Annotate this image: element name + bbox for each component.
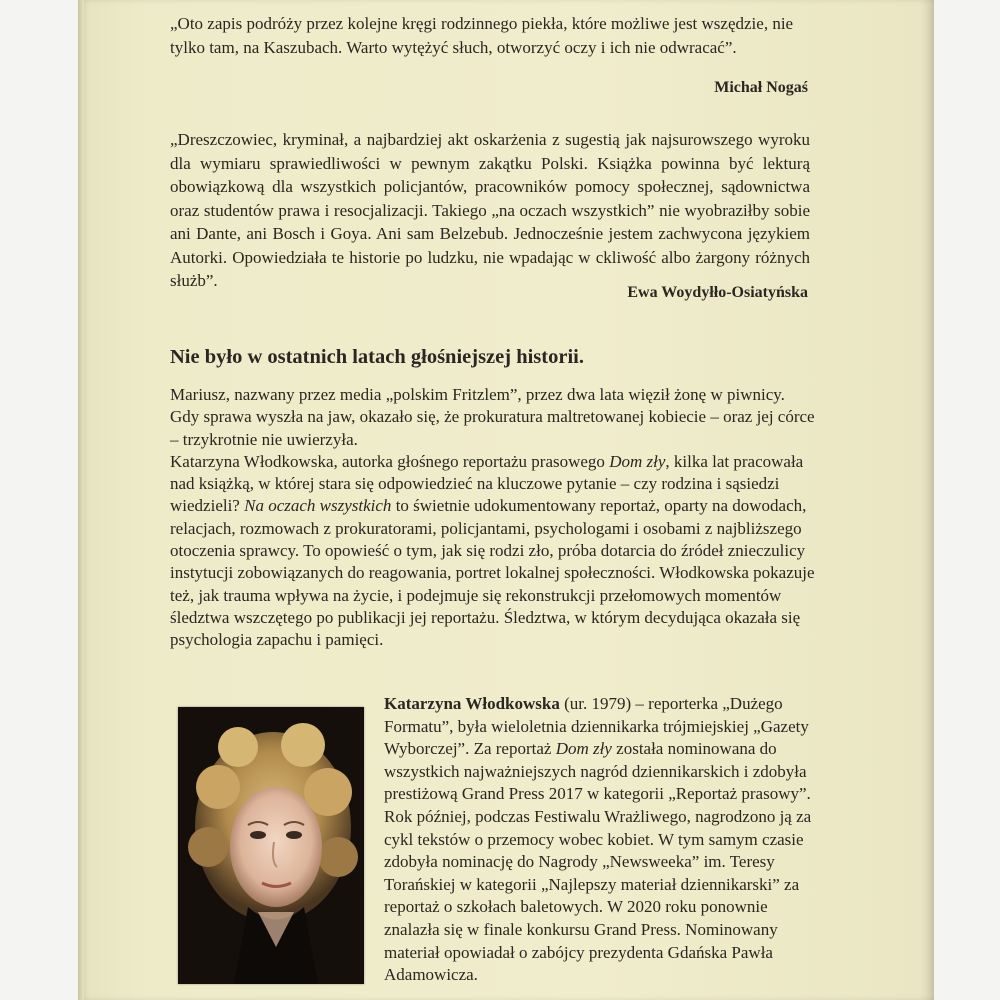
quote-2-text: „Dreszczowiec, kryminał, a najbardziej akt oskarżenia z sugestią jak najsurowszego wyroku dla wymiaru sprawiedliwości w pewnym zakątku Polski. Książka powinna być lekturą obowiązkową dla wszystkich policjantów, pracowników pomocy społecznej, sądownictwa oraz studentów prawa i resocjalizacji. Takiego „na oczach wszystkich” nie wyobraziłby sobie ani Dante, ani Bosch i Goya. Ani sam Belzebub. Jednocześnie jestem zachwycona językiem Autorki. Opowiedziała te historie po ludzku, nie wpadając w ckliwość albo żargony różnych służb”.: [170, 130, 810, 290]
blurb-p2-title-na-oczach: Na oczach wszystkich: [244, 496, 392, 516]
author-bio-part-a: (ur. 1979) – reporterka „Dużego Formatu”, była wieloletnia dziennikarka trójmiejskiej „Gazety Wyborczej”. Za reportaż: [384, 694, 809, 759]
quote-1-text: „Oto zapis podróży przez kolejne kręgi rodzinnego piekła, które możliwe jest wszędzie, nie tylko tam, na Kaszubach. Warto wytężyć słuch, otworzyć oczy i ich nie odwracać”.: [170, 14, 794, 57]
blurb-p2-part-a: Katarzyna Włodkowska, autorka głośnego reportażu prasowego: [170, 451, 610, 471]
author-bio: [384, 693, 816, 987]
blurb-headline: Nie było w ostatnich latach głośniejszej historii.: [170, 346, 584, 368]
cover-edge: [78, 0, 84, 1000]
blurb-p2-part-c: to świetnie udokumentowany reportaż, oparty na dowodach, relacjach, rozmowach z prokuratorami, policjantami, psychologami i osobami z najbliższego otoczenia sprawcy. To opowieść o tym, jak się rodzi zło, próba dotarcia do źródeł znieczulicy instytucji zobowiązanych do reagowania, portret lokalnej społeczności. Włodkowska pokazuje też, jak trauma wpływa na życie, i podejmuje się rekonstrukcji przełomowych momentów śledztwa wszczętego po publikacji jej reportażu. Śledztwa, w którym decydująca okazała się psychologia zapachu i pamięci.: [170, 496, 815, 650]
blurb-p2-part-b: , kilka lat pracowała nad książką, w której stara się odpowiedzieć na kluczowe pytanie – czy rodzina i sąsiedzi wiedzieli?: [170, 451, 804, 516]
quote-2-author: Ewa Woydyłło-Osiatyńska: [627, 284, 808, 301]
blurb-paragraph-2: [170, 451, 815, 652]
blurb-paragraph-1: Mariusz, nazwany przez media „polskim Fritzlem”, przez dwa lata więził żonę w piwnicy. Gdy sprawa wyszła na jaw, okazało się, że prokuratura maltretowanej kobiecie – oraz jej córce – trzykrotnie nie uwierzyła.: [170, 385, 815, 449]
author-bio-part-b: została nominowana do wszystkich najważniejszych nagród dziennikarskich i zdobyła prestiżową Grand Press 2017 w kategorii „Reportaż prasowy”. Rok później, podczas Festiwalu Wrażliwego, nagrodzono ją za cykl tekstów o przemocy wobec kobiet. W tym samym czasie zdobyła nominację do Nagrody „Newsweeka” im. Teresy Torańskiej w kategorii „Najlepszy materiał dziennikarski” za reportaż o szkołach baletowych. W 2020 roku ponownie znalazła się w finale konkursu Grand Press. Nominowany materiał opowiadał o zabójcy prezydenta Gdańska Pawła Adamowicza.: [384, 739, 812, 985]
blurb-p2-title-dom-zly: Dom zły: [609, 451, 666, 471]
blurb-body: [170, 384, 815, 652]
author-bio-name: Katarzyna Włodkowska: [384, 694, 560, 713]
author-portrait-image: [178, 707, 364, 984]
quote-1-author: Michał Nogaś: [714, 79, 808, 96]
author-photo: [178, 707, 364, 984]
author-bio-title-dom-zly: Dom zły: [555, 739, 612, 759]
